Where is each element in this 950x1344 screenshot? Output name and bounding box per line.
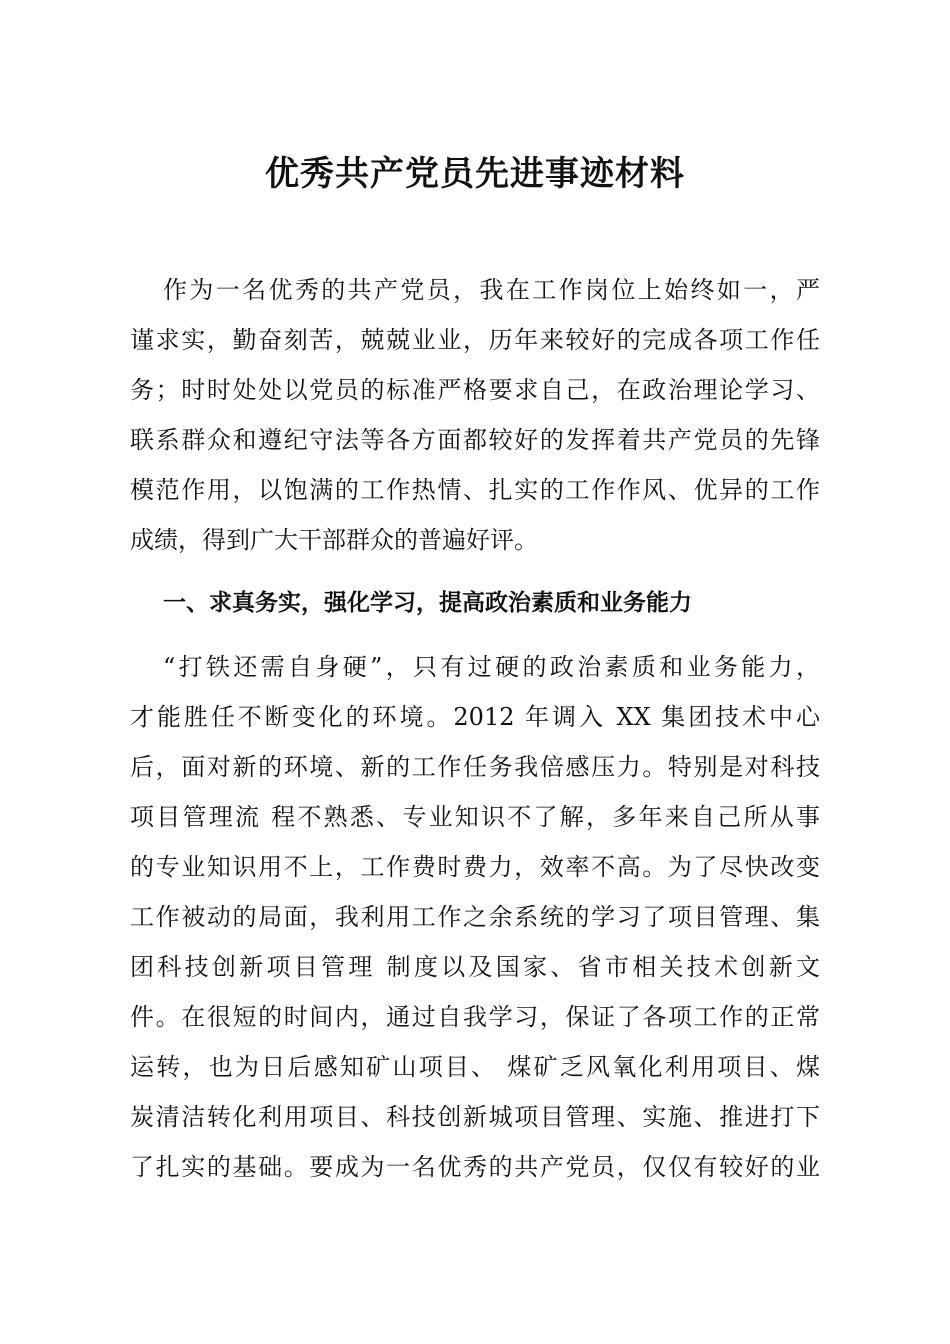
section-line-3: 后，面对新的环境、新的工作任务我倍感压力。特别是对科技 <box>130 753 820 781</box>
section-line-10: 炭清洁转化利用项目、科技创新城项目管理、实施、推进打下 <box>130 1103 820 1131</box>
intro-line-3: 务；时时处处以党员的标准严格要求自己，在政治理论学习、 <box>130 376 820 404</box>
section-line-8: 件。在很短的时间内，通过自我学习，保证了各项工作的正常 <box>130 1003 820 1031</box>
section-line-6: 工作被动的局面，我利用工作之余系统的学习了项目管理、集 <box>130 903 820 931</box>
section-line-9: 运转，也为日后感知矿山项目、 煤矿乏风氧化利用项目、煤 <box>130 1053 820 1081</box>
section-line-4: 项目管理流 程不熟悉、专业知识不了解，多年来自己所从事 <box>130 803 820 831</box>
section-line-11: 了扎实的基础。要成为一名优秀的共产党员，仅仅有较好的业 <box>130 1153 820 1181</box>
intro-line-1: 作为一名优秀的共产党员，我在工作岗位上始终如一，严 <box>163 276 820 304</box>
section-line-5: 的专业知识用不上，工作费时费力，效率不高。为了尽快改变 <box>130 853 820 881</box>
intro-line-6: 成绩，得到广大干部群众的普遍好评。 <box>130 526 538 554</box>
section-line-7: 团科技创新项目管理 制度以及国家、省市相关技术创新文 <box>130 953 820 981</box>
intro-line-4: 联系群众和遵纪守法等各方面都较好的发挥着共产党员的先锋 <box>130 426 820 454</box>
section-line-1: “打铁还需自身硬”，只有过硬的政治素质和业务能力， <box>163 653 820 681</box>
document-title: 优秀共产党员先进事迹材料 <box>265 154 685 194</box>
intro-line-5: 模范作用，以饱满的工作热情、扎实的工作作风、优异的工作 <box>130 476 820 504</box>
section-heading: 一、求真务实，强化学习，提高政治素质和业务能力 <box>163 590 692 616</box>
intro-line-2: 谨求实，勤奋刻苦，兢兢业业，历年来较好的完成各项工作任 <box>130 326 820 354</box>
section-line-2: 才能胜任不断变化的环境。2012 年调入 XX 集团技术中心 <box>130 703 820 731</box>
